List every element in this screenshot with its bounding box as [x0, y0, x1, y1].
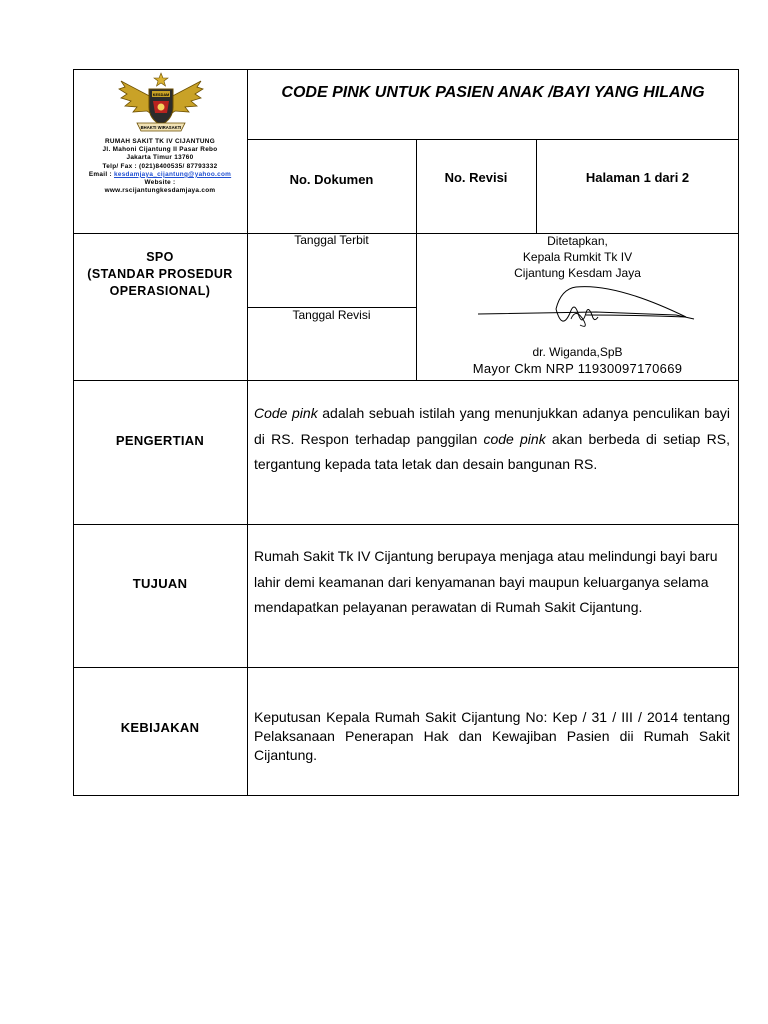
hospital-address-line1: Jl. Mahoni Cijantung II Pasar Rebo: [102, 146, 218, 154]
issued-date-label: Tanggal Terbit: [294, 233, 369, 247]
spo-divider: [73, 380, 739, 381]
revision-divider: [536, 139, 537, 233]
pengertian-text2: akan berbeda di setiap RS, tergantung kepada tata letak dan desain bangunan RS.: [254, 430, 731, 472]
website-url: www.rscijantungkesdamjaya.com: [104, 187, 216, 195]
spo-title-line1: SPO: [146, 250, 174, 264]
spo-title-line3: OPERASIONAL): [109, 284, 211, 298]
hospital-address-line2: Jakarta Timur 13760: [126, 154, 194, 162]
spo-title-line2: (STANDAR PROSEDUR: [87, 267, 233, 281]
email-label: Email :: [88, 170, 114, 178]
revision-number-label: No. Revisi: [444, 170, 508, 185]
signer-rank: Mayor Ckm NRP 11930097170669: [472, 361, 683, 376]
title-divider: [247, 139, 739, 140]
approval-line3: Cijantung Kesdam Jaya: [514, 266, 641, 280]
signer-name: dr. Wiganda,SpB: [532, 345, 623, 359]
document-title: CODE PINK UNTUK PASIEN ANAK /BAYI YANG HILANG: [281, 84, 705, 101]
approval-line1: Ditetapkan,: [547, 234, 608, 248]
pengertian-divider: [73, 524, 739, 525]
document-number-label: No. Dokumen: [289, 172, 374, 187]
docno-divider: [416, 139, 417, 233]
tujuan-text: Rumah Sakit Tk IV Cijantung berupaya menjaga atau melindungi bayi baru lahir demi keamanan dari kenyamanan bayi maupun keluarganya selama mendapatkan pelayanan perawatan di Rumah Sakit Cijantung.: [254, 548, 718, 615]
email-link[interactable]: kesdamjaya_cijantung@yahoo.com: [113, 170, 232, 178]
pengertian-term1: Code pink: [254, 405, 318, 421]
page-number-label: Halaman 1 dari 2: [585, 170, 690, 185]
revised-date-label: Tanggal Revisi: [292, 308, 371, 322]
spo-title: [73, 249, 247, 300]
hospital-name: RUMAH SAKIT TK IV CIJANTUNG: [105, 138, 215, 145]
hospital-email-row: [73, 171, 247, 179]
hospital-info: [73, 138, 247, 195]
approval-block: [416, 233, 739, 281]
kebijakan-text: Keputusan Kepala Rumah Sakit Cijantung No: Kep / 31 / III / 2014 tentang Pelaksanaan Penerapan Hak dan Kewajiban Pasien dii Rumah Sakit Cijantung.: [254, 709, 730, 763]
pengertian-text: [254, 401, 730, 478]
approval-line2: Kepala Rumkit Tk IV: [522, 250, 633, 264]
hospital-logo-cell: [73, 69, 247, 233]
hospital-emblem-icon: [115, 71, 207, 137]
pengertian-label: PENGERTIAN: [115, 433, 205, 448]
tujuan-label: TUJUAN: [132, 576, 188, 591]
tujuan-divider: [73, 667, 739, 668]
pengertian-text1: adalah sebuah istilah yang menunjukkan adanya penculikan bayi di RS. Respon terhadap panggilan: [254, 405, 730, 447]
kebijakan-label: KEBIJAKAN: [120, 720, 200, 735]
website-label: Website :: [144, 179, 176, 187]
emblem-top-text: KESDAM: [152, 93, 170, 97]
pengertian-term2: code pink: [483, 430, 546, 447]
hospital-phone: Telp/ Fax : (021)8400535/ 87793332: [102, 162, 218, 170]
border-bottom: [73, 795, 739, 796]
spo-document: [73, 69, 739, 796]
emblem-ribbon-text: BHAKTI WIRASAKTI: [140, 125, 182, 130]
signature-icon: [476, 279, 706, 339]
